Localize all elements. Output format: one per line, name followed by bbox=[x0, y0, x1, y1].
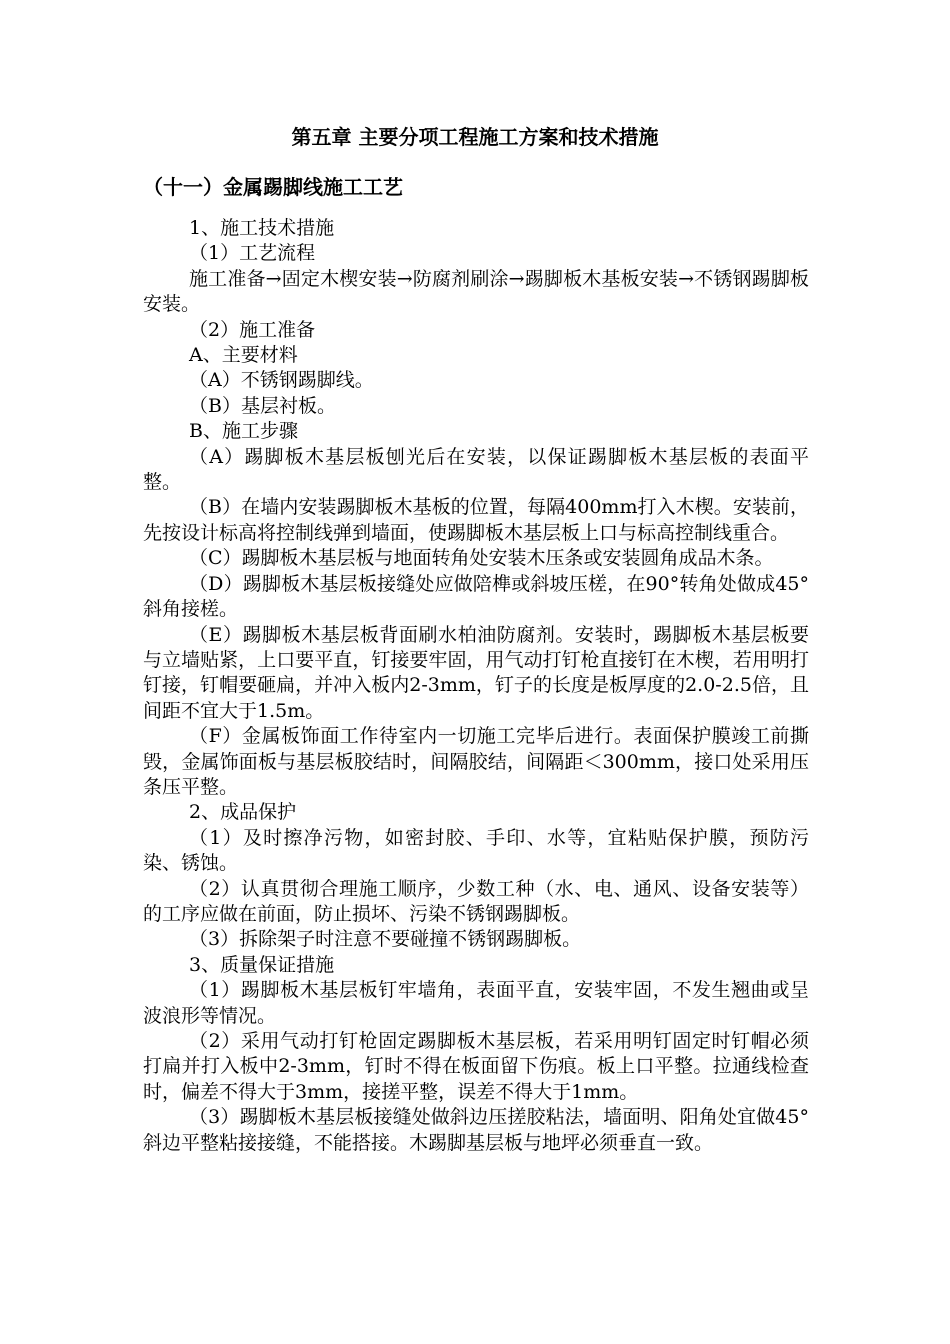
paragraph: 2、成品保护 bbox=[189, 801, 297, 824]
paragraph: （A）踢脚板木基层板刨光后在安装，以保证踢脚板木基层板的表面平整。 bbox=[143, 445, 809, 494]
paragraph: B、施工步骤 bbox=[189, 420, 298, 443]
paragraph: （C）踢脚板木基层板与地面转角处安装木压条或安装圆角成品木条。 bbox=[189, 547, 774, 570]
paragraph: （F）金属板饰面工作待室内一切施工完毕后进行。表面保护膜竣工前撕毁，金属饰面板与基层板胶结时，间隔胶结，间隔距＜300mm，接口处采用压条压平整。 bbox=[143, 725, 809, 798]
paragraph: （2）施工准备 bbox=[189, 318, 316, 341]
paragraph: （1）及时擦净污物，如密封胶、手印、水等，宜粘贴保护膜，预防污染、锈蚀。 bbox=[143, 826, 809, 875]
paragraph: （A）不锈钢踢脚线。 bbox=[189, 369, 374, 392]
paragraph: （3）拆除架子时注意不要碰撞不锈钢踢脚板。 bbox=[189, 928, 582, 951]
paragraph: A、主要材料 bbox=[189, 344, 298, 367]
chapter-title: 第五章 主要分项工程施工方案和技术措施 bbox=[291, 125, 659, 149]
paragraph: （B）基层衬板。 bbox=[189, 394, 336, 417]
paragraph: 施工准备→固定木楔安装→防腐剂刷涂→踢脚板木基板安装→不锈钢踢脚板安装。 bbox=[143, 267, 809, 316]
paragraph: （3）踢脚板木基层板接缝处做斜边压搓胶粘法，墙面明、阳角处宜做45°斜边平整粘接接缝，不能搭接。木踢脚基层板与地坪必须垂直一致。 bbox=[143, 1106, 809, 1154]
paragraph: （D）踢脚板木基层板接缝处应做陪榫或斜坡压槎，在90°转角处做成45°斜角接槎。 bbox=[143, 572, 809, 621]
paragraph: （B）在墙内安装踢脚板木基板的位置，每隔400mm打入木楔。安装前，先按设计标高将控制线弹到墙面，使踢脚板木基层板上口与标高控制线重合。 bbox=[143, 496, 809, 544]
paragraph: 3、质量保证措施 bbox=[189, 953, 335, 976]
paragraph: （E）踢脚板木基层板背面刷水柏油防腐剂。安装时，踢脚板木基层板要与立墙贴紧，上口要平直，钉接要牢固，用气动打钉枪直接钉在木楔，若用明打钉接，钉帽要砸扁，并冲入板内2-3mm，钉子的长度是板厚度的2.0-2.5倍，且间距不宜大于1.5m。 bbox=[143, 623, 809, 722]
paragraph: （1）工艺流程 bbox=[189, 242, 316, 265]
paragraph: （1）踢脚板木基层板钉牢墙角，表面平直，安装牢固，不发生翘曲或呈波浪形等情况。 bbox=[143, 979, 809, 1027]
document-body bbox=[143, 216, 809, 1156]
section-heading: （十一）金属踢脚线施工工艺 bbox=[143, 175, 403, 199]
paragraph: （2）认真贯彻合理施工顺序，少数工种（水、电、通风、设备安装等）的工序应做在前面，防止损坏、污染不锈钢踢脚板。 bbox=[143, 877, 809, 925]
paragraph: （2）采用气动打钉枪固定踢脚板木基层板，若采用明钉固定时钉帽必须打扁并打入板中2-3mm，钉时不得在板面留下伤痕。板上口平整。拉通线检查时，偏差不得大于3mm，接搓平整，误差不得大于1mm。 bbox=[143, 1030, 809, 1103]
paragraph: 1、施工技术措施 bbox=[189, 217, 335, 239]
